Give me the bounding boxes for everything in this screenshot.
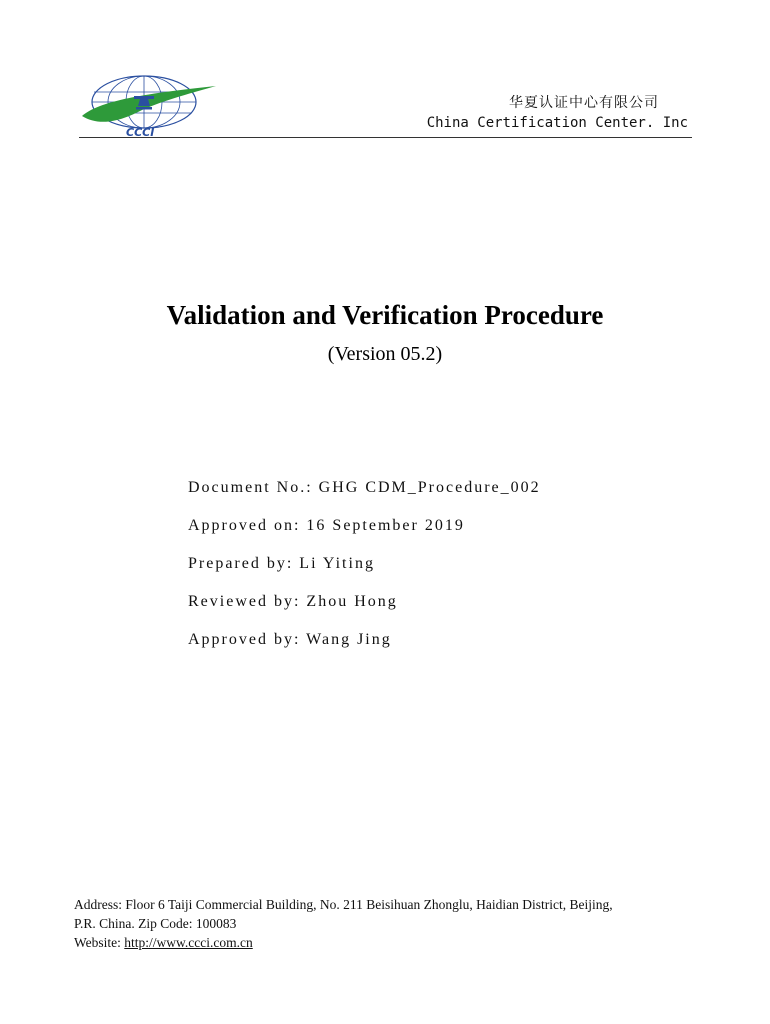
- header-divider: [79, 137, 692, 138]
- org-name-chinese: 华夏认证中心有限公司: [509, 95, 659, 111]
- document-number: Document No.: GHG CDM_Procedure_002: [188, 479, 541, 496]
- prepared-by: Prepared by: Li Yiting: [188, 555, 375, 572]
- address-line-2: P.R. China. Zip Code: 100083: [74, 916, 237, 931]
- website-label: Website:: [74, 935, 125, 950]
- logo-wordmark: CCCI: [126, 126, 155, 138]
- approved-by: Approved by: Wang Jing: [188, 631, 392, 648]
- ccci-logo: [78, 72, 220, 138]
- document-version: (Version 05.2): [327, 343, 443, 365]
- address-line-1: Address: Floor 6 Taiji Commercial Building, No. 211 Beisihuan Zhonglu, Haidian District, Beijing,: [74, 897, 613, 912]
- page-footer: [74, 895, 704, 952]
- reviewed-by: Reviewed by: Zhou Hong: [188, 593, 398, 610]
- website-link[interactable]: http://www.ccci.com.cn: [124, 935, 253, 950]
- document-metadata: [188, 478, 541, 668]
- website-line: [74, 933, 704, 952]
- org-name-english: China Certification Center. Inc: [426, 115, 688, 131]
- approval-date: Approved on: 16 September 2019: [188, 517, 465, 534]
- document-title: Validation and Verification Procedure: [166, 300, 604, 330]
